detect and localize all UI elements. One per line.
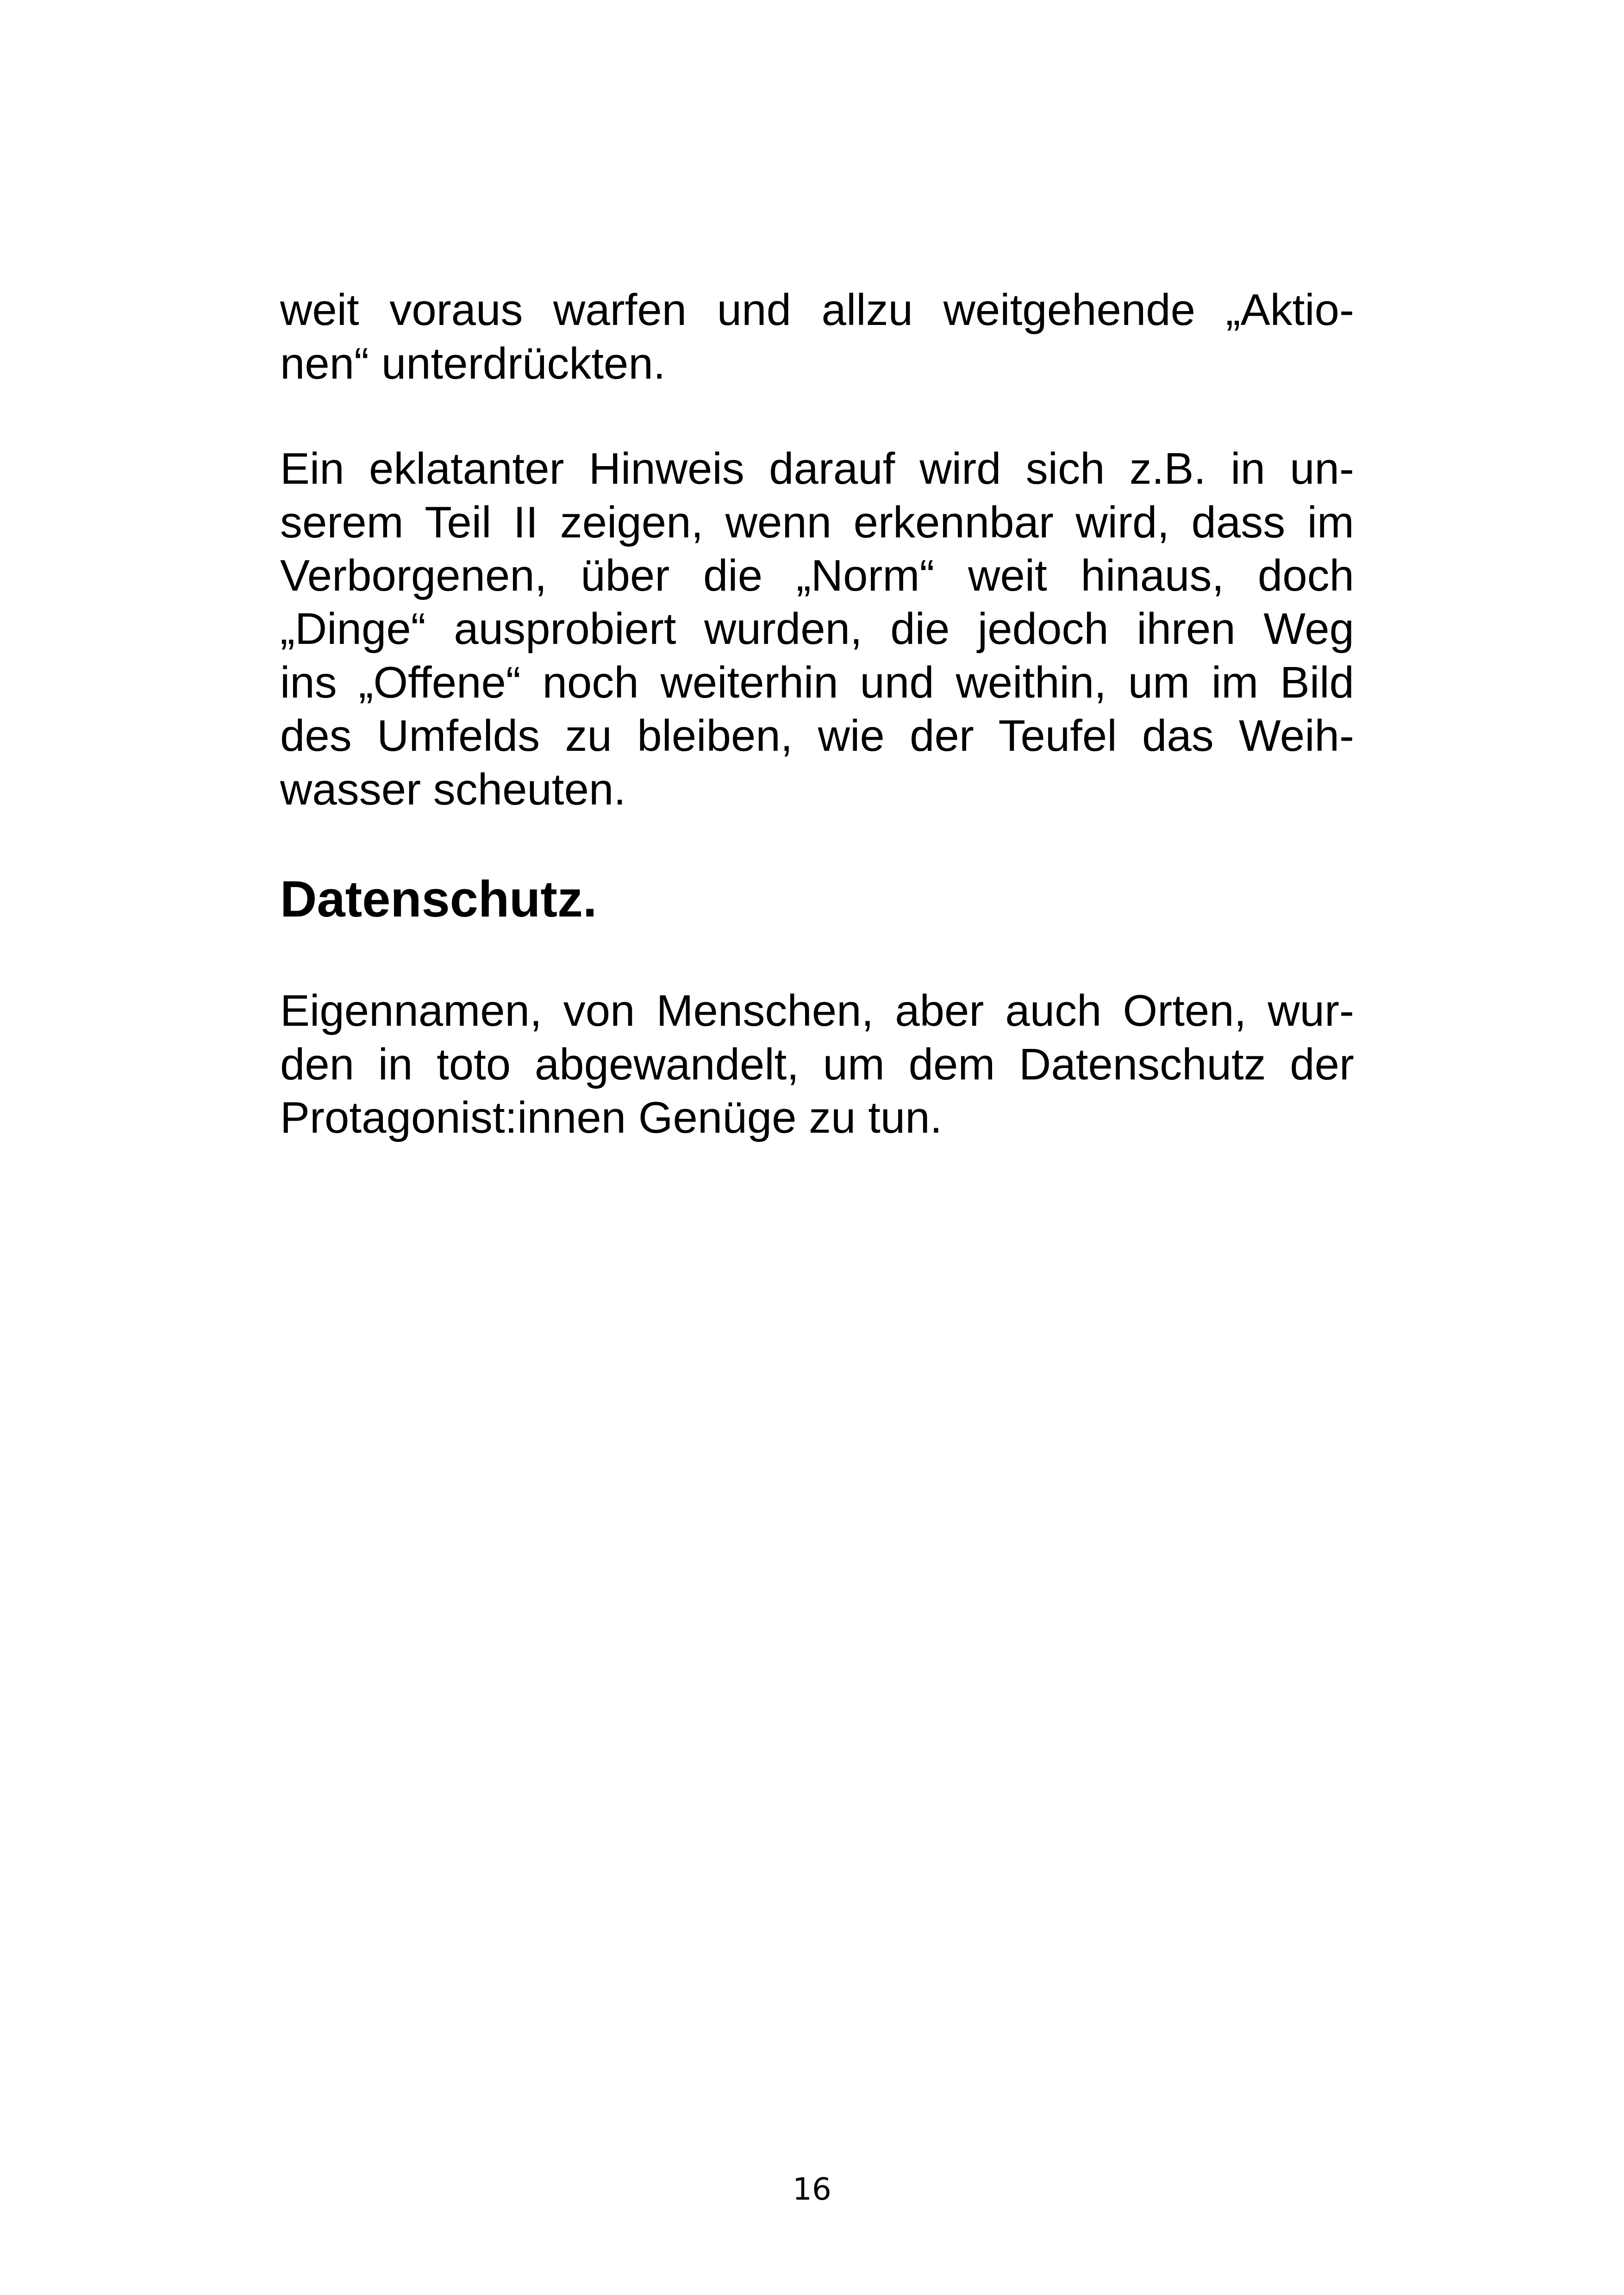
page-number: 16 (793, 2171, 831, 2207)
text-line: wasser scheuten. (280, 765, 626, 814)
text-line: Verborgenen, über die „Norm“ weit hinaus, doch (280, 551, 1354, 600)
text-line: Eigennamen, von Menschen, aber auch Orten, wur- (280, 986, 1354, 1035)
text-line: den in toto abgewandelt, um dem Datenschutz der (280, 1040, 1354, 1089)
text-line: weit voraus warfen und allzu weitgehende „Aktio- (280, 285, 1354, 335)
text-line: serem Teil II zeigen, wenn erkennbar wird, dass im (280, 498, 1354, 547)
text-line: Ein eklatanter Hinweis darauf wird sich z.B. in un- (280, 444, 1354, 493)
text-line: nen“ unterdrückten. (280, 339, 666, 388)
text-line: „Dinge“ ausprobiert wurden, die jedoch ihren Weg (280, 604, 1354, 654)
text-line: ins „Offene“ noch weiterhin und weithin, um im Bild (280, 658, 1354, 707)
text-line: Protagonist:innen Genüge zu tun. (280, 1093, 943, 1142)
section-heading: Datenschutz. (280, 871, 597, 928)
text-line: des Umfelds zu bleiben, wie der Teufel das Weih- (280, 711, 1354, 761)
